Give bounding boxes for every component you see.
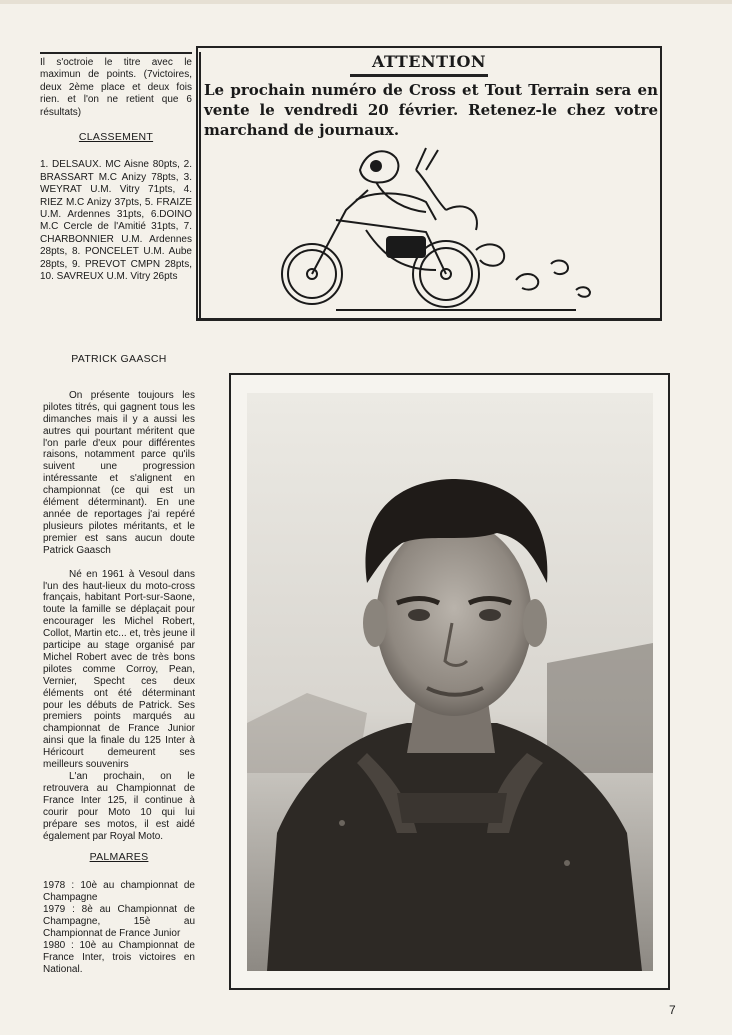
attention-title-underline	[350, 74, 488, 77]
attention-box	[196, 46, 662, 321]
portrait-photo	[247, 393, 653, 971]
palmares-entry-1979: 1979 : 8è au Championnat de Champagne, 15è au Championnat de France Junior	[43, 904, 195, 939]
attention-text: Le prochain numéro de Cross et Tout Terrain sera en vente le vendredi 20 février. Retenez-le chez votre marchand de journaux.	[204, 81, 658, 139]
palmares-heading: PALMARES	[89, 851, 149, 864]
sidebar-top-rule	[40, 52, 192, 54]
photo-frame	[229, 373, 670, 990]
paragraph-gap	[43, 557, 195, 569]
article-paragraph-3: L'an prochain, on le retrouvera au Championnat de France Inter 125, il continue à courir pour Moto 10 qui lui prépare ses motos, il est aidé également par Royal Moto.	[43, 771, 195, 842]
page-number: 7	[669, 1003, 676, 1017]
article-column	[43, 354, 195, 976]
palmares-entry-1980: 1980 : 10è au Championnat de France Inter, trois victoires en National.	[43, 939, 195, 975]
sidebar-intro: Il s'octroie le titre avec le maximun de points. (7victoires, deux 2ème place et deux fois rien. et l'on ne retient que 6 résultats)	[40, 57, 192, 118]
ranking-sidebar	[40, 52, 192, 284]
article-paragraph-2: Né en 1961 à Vesoul dans l'un des haut-lieux du moto-cross français, habitant Port-sur-Saone, toute la famille se déplaçait pour encourager les Michel Robert, Collot, Martin etc... et, très jeune il participe au stage organisé par Michel Robert avec de très bons pilotes comme Corroy, Pean, Vernier, Specht ces deux éléments ont été déterminant pour les débuts de Patrick. Ses premiers points marqués au championnat de France Junior ainsi que la finale du 125 Inter à Héricourt demeurent ses meilleurs souvenirs	[43, 568, 195, 771]
page-top-edge	[0, 0, 732, 4]
palmares-entry-1978: 1978 : 10è au championnat de Champagne	[43, 880, 195, 904]
author-name: PATRICK GAASCH	[71, 353, 167, 365]
classement-heading: CLASSEMENT	[78, 131, 154, 144]
attention-title: ATTENTION	[371, 52, 487, 71]
article-paragraph-1: On présente toujours les pilotes titrés, qui gagnent tous les dimanches mais il y a aussi les autres qui pourtant méritent que l'on parle d'eux pour différentes raisons, notamment parce qu'ils suivent une progression intéressante et s'alignent en championnat (ce qui est un élément déterminant). En une année de reportages j'ai repéré plusieurs pilotes méritants, et le premier est sans aucun doute Patrick Gaasch	[43, 389, 195, 556]
motorcycle-cartoon-illustration	[276, 140, 606, 320]
ranking-list: 1. DELSAUX. MC Aisne 80pts, 2. BRASSART M.C Anizy 78pts, 3. WEYRAT U.M. Vitry 71pts, 4. RIEZ M.C Anizy 37pts, 5. FRAIZE U.M. Ardennes 31pts, 6.DOINO M.C Cercle de l'Amitié 31pts, 7. CHARBONNIER U.M. Ardennes 28pts, 8. PONCELET U.M. Aube 28pts, 9. PREVOT CMPN 28pts, 10. SAVREUX U.M. Vitry 26pts	[40, 159, 192, 283]
